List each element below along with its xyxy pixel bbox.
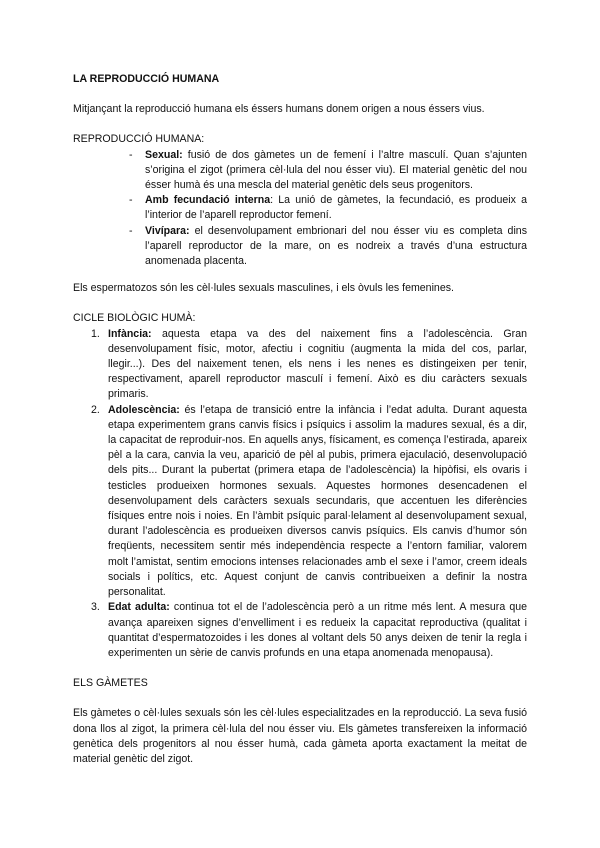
item-text: continua tot el de l’adolescència però a un ritme més lent. A mesura que avança apareixen signes d’envelliment i es redueix la capacitat reproductiva (qualitat i quantitat d’espermatozoides i les dones al voltant dels 50 anys deixen de tenir la regla i experimenten un sèrie de canvis profunds en una etapa anomenada menopausa). — [108, 601, 528, 659]
item-text: fusió de dos gàmetes un de femení i l’altre masculí. Quan s’ajunten s’origina el zigot (primera cèl·lula del nou ésser viu). El material genètic del nou ésser humà és una mescla del material genètic dels seus progenitors. — [145, 148, 527, 192]
section-heading-cicle: CICLE BIOLÒGIC HUMÀ: — [73, 312, 196, 325]
item-term: Edat adulta: — [108, 601, 170, 614]
list-item — [91, 403, 527, 601]
item-text: és l’etapa de transició entre la infància i l’edat adulta. Durant aquesta etapa experimentem grans canvis físics i psíquics i assolim la madures sexual, és a dir, la capacitat de reproduir-nos. En aquells anys, físicament, es comença l’estirada, apareix pèl a la cara, canvia la veu, aparició de pèl al pubis, primera ejaculació, desenvolupació dels pits... Durant la pubertat (primera etapa de l’adolescència) la hipòfisi, els ovaris i testicles produeixen hormones sexuals. Aquestes hormones desencadenen el desenvolupament dels caràcters sexuals secundaris, que accentuen les diferències físiques entre nois i noies. En l’àmbit psíquic paral·lelament al desenvolupament sexual, durant l’adolescència es produeixen diversos canvis psíquics. Els canvis d’humor són freqüents, necessitem sentir més independència respecte a l’entorn familiar, valorem molt l’amistat, sentim emocions intenses relacionades amb el sexe i l’amor, creem ideals socials i polítics, etc. Aquest conjunt de canvis contribueixen a definir la nostra personalitat. — [108, 403, 527, 599]
list-item: - Sexual: fusió de dos gàmetes un de femení i l’altre masculí. Quan s’ajunten s’origina el zigot (primera cèl·lula del nou ésser viu). El material genètic del nou ésser humà és una mescla del material genètic dels seus progenitors. — [129, 148, 527, 192]
document-page — [73, 72, 527, 767]
reproduction-list — [73, 148, 527, 270]
item-term: Amb fecundació interna — [145, 194, 271, 207]
gametes-paragraph: Els gàmetes o cèl·lules sexuals són les cèl·lules especialitzades en la reproducció. La seva fusió dona llos al zigot, la primera cèl·lula del nou ésser viu. Els gàmetes transfereixen la informació genètica dels progenitors al nou ésser humà, cada gàmeta aporta exactament la meitat de material genètic del zigot. — [73, 707, 528, 765]
item-text: : La unió de gàmetes, la fecundació, es produeix a l’interior de l’aparell reproductor femení. — [145, 194, 527, 222]
list-item — [91, 600, 528, 661]
item-text: aquesta etapa va des del naixement fins a l’adolescència. Gran desenvolupament físic, motor, afectiu i cognitiu (augmenta la mida del cos, parlar, llegir...). Des del naixement tenen, els nens i les nenes es distingeixen per tenir, respectivament, aparell reproductor masculí i femení. Això es diu caràcters sexuals primaris. — [108, 327, 527, 401]
item-text: el desenvolupament embrionari del nou ésser viu es completa dins l’aparell reproductor de la mare, on es nodreix a través d’una estructura anomenada placenta. — [145, 224, 527, 268]
list-item — [91, 327, 527, 403]
list-item: - Vivípara: el desenvolupament embrionari del nou ésser viu es completa dins l’aparell reproductor de la mare, on es nodreix a través d’una estructura anomenada placenta. — [129, 224, 527, 268]
life-cycle-list — [73, 327, 527, 661]
item-term: Sexual: — [145, 148, 183, 161]
item-number: 3. — [91, 601, 100, 614]
gametes-sentence: Els espermatozos són les cèl·lules sexuals masculines, i els òvuls les femenines. — [73, 282, 454, 295]
document-title: LA REPRODUCCIÓ HUMANA — [73, 73, 220, 85]
item-term: Vivípara: — [145, 224, 190, 237]
item-number: 2. — [91, 403, 100, 416]
item-number: 1. — [91, 327, 100, 340]
section-heading-reproduccio: REPRODUCCIÓ HUMANA: — [73, 133, 205, 146]
item-term: Adolescència: — [108, 403, 180, 416]
item-term: Infància: — [108, 327, 152, 340]
section-heading-gametes: ELS GÀMETES — [73, 677, 148, 690]
list-item: - Amb fecundació interna: La unió de gàmetes, la fecundació, es produeix a l’interior de l’aparell reproductor femení. — [129, 194, 527, 222]
intro-paragraph: Mitjançant la reproducció humana els éssers humans donem origen a nous éssers vius. — [73, 103, 485, 116]
